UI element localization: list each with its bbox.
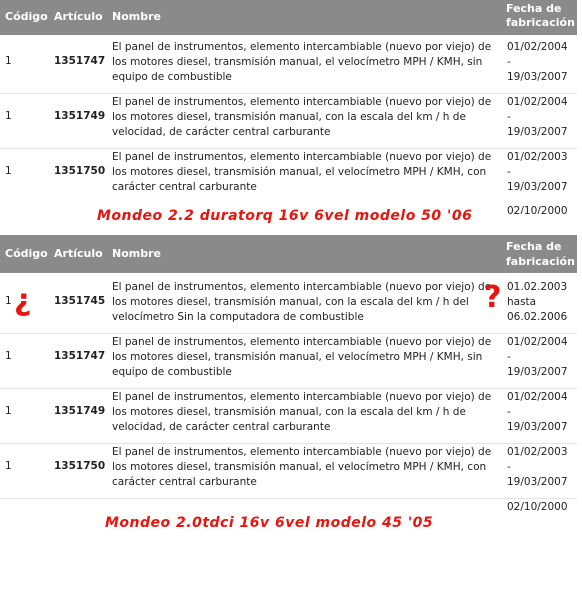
row-nombre: El panel de instrumentos, elemento intercambiable (nuevo por viejo) de los motores diesel, transmisión manual, el velocímetro MPH / KMH, sin equipo de combustible xyxy=(112,336,492,378)
row-nombre: El panel de instrumentos, elemento intercambiable (nuevo por viejo) de los motores diesel, transmisión manual, con la escala del km / h de velocidad, de carácter central carburante xyxy=(112,391,492,433)
header-codigo: Código xyxy=(5,10,48,23)
table-row xyxy=(0,445,577,497)
row-fecha: 01/02/2004 - 19/03/2007 xyxy=(507,336,568,378)
row-nombre: El panel de instrumentos, elemento intercambiable (nuevo por viejo) de los motores diesel, transmisión manual, el velocímetro MPH / KMH, con carácter central carburante xyxy=(112,151,492,193)
row-nombre: El panel de instrumentos, elemento intercambiable (nuevo por viejo) de los motores diesel, transmisión manual, el velocímetro MPH / KMH, sin equipo de combustible xyxy=(112,41,492,83)
header-codigo: Código xyxy=(5,247,48,260)
row-divider xyxy=(0,93,577,94)
row-articulo: 1351749 xyxy=(54,110,106,122)
header-articulo: Artículo xyxy=(54,247,103,260)
row-articulo: 1351747 xyxy=(54,55,106,67)
row-fecha: 01/02/2004 - 19/03/2007 xyxy=(507,391,568,433)
row-codigo: 1 xyxy=(5,405,12,417)
row-codigo: 1 xyxy=(5,295,12,307)
trailing-date: 02/10/2000 xyxy=(507,205,568,214)
inverted-question-annotation: ¿ xyxy=(14,283,32,318)
table-row xyxy=(0,40,577,92)
row-divider xyxy=(0,388,577,389)
row-nombre: El panel de instrumentos, elemento intercambiable (nuevo por viejo) de los motores diesel, transmisión manual, con la escala del km / h de velocidad, de carácter central carburante xyxy=(112,96,492,138)
table-row xyxy=(0,335,577,387)
header-nombre: Nombre xyxy=(112,247,161,260)
row-articulo: 1351750 xyxy=(54,165,106,177)
header-fecha: Fecha de fabricación xyxy=(506,2,575,29)
row-codigo: 1 xyxy=(5,460,12,472)
row-nombre: El panel de instrumentos, elemento intercambiable (nuevo por viejo) de los motores diesel, transmisión manual, con la escala del km / h del velocímetro Sin la computadora de combustible xyxy=(112,281,492,323)
row-divider xyxy=(0,148,577,149)
table2-header xyxy=(0,235,577,273)
row-codigo: 1 xyxy=(5,55,12,67)
header-articulo: Artículo xyxy=(54,10,103,23)
row-articulo: 1351750 xyxy=(54,460,106,472)
row-nombre: El panel de instrumentos, elemento intercambiable (nuevo por viejo) de los motores diesel, transmisión manual, el velocímetro MPH / KMH, con carácter central carburante xyxy=(112,446,492,488)
row-codigo: 1 xyxy=(5,350,12,362)
row-articulo: 1351745 xyxy=(54,295,106,307)
table-row xyxy=(0,150,577,202)
table1-header xyxy=(0,0,577,35)
row-fecha: 01.02.2003 hasta 06.02.2006 xyxy=(507,281,568,323)
model-caption: Mondeo 2.0tdci 16v 6vel modelo 45 '05 xyxy=(105,515,434,531)
model-caption: Mondeo 2.2 duratorq 16v 6vel modelo 50 '06 xyxy=(97,208,473,224)
header-fecha: Fecha de fabricación xyxy=(506,240,575,268)
table-row xyxy=(0,95,577,147)
row-articulo: 1351747 xyxy=(54,350,106,362)
row-divider xyxy=(0,333,577,334)
row-codigo: 1 xyxy=(5,165,12,177)
table-row xyxy=(0,390,577,442)
row-fecha: 01/02/2004 - 19/03/2007 xyxy=(507,41,568,83)
row-fecha: 01/02/2004 - 19/03/2007 xyxy=(507,96,568,138)
trailing-date: 02/10/2000 xyxy=(507,501,568,513)
question-annotation: ? xyxy=(484,280,502,315)
row-articulo: 1351749 xyxy=(54,405,106,417)
row-fecha: 01/02/2003 - 19/03/2007 xyxy=(507,151,568,193)
row-codigo: 1 xyxy=(5,110,12,122)
header-nombre: Nombre xyxy=(112,10,161,23)
row-divider xyxy=(0,443,577,444)
row-fecha: 01/02/2003 - 19/03/2007 xyxy=(507,446,568,488)
row-divider xyxy=(0,498,577,499)
